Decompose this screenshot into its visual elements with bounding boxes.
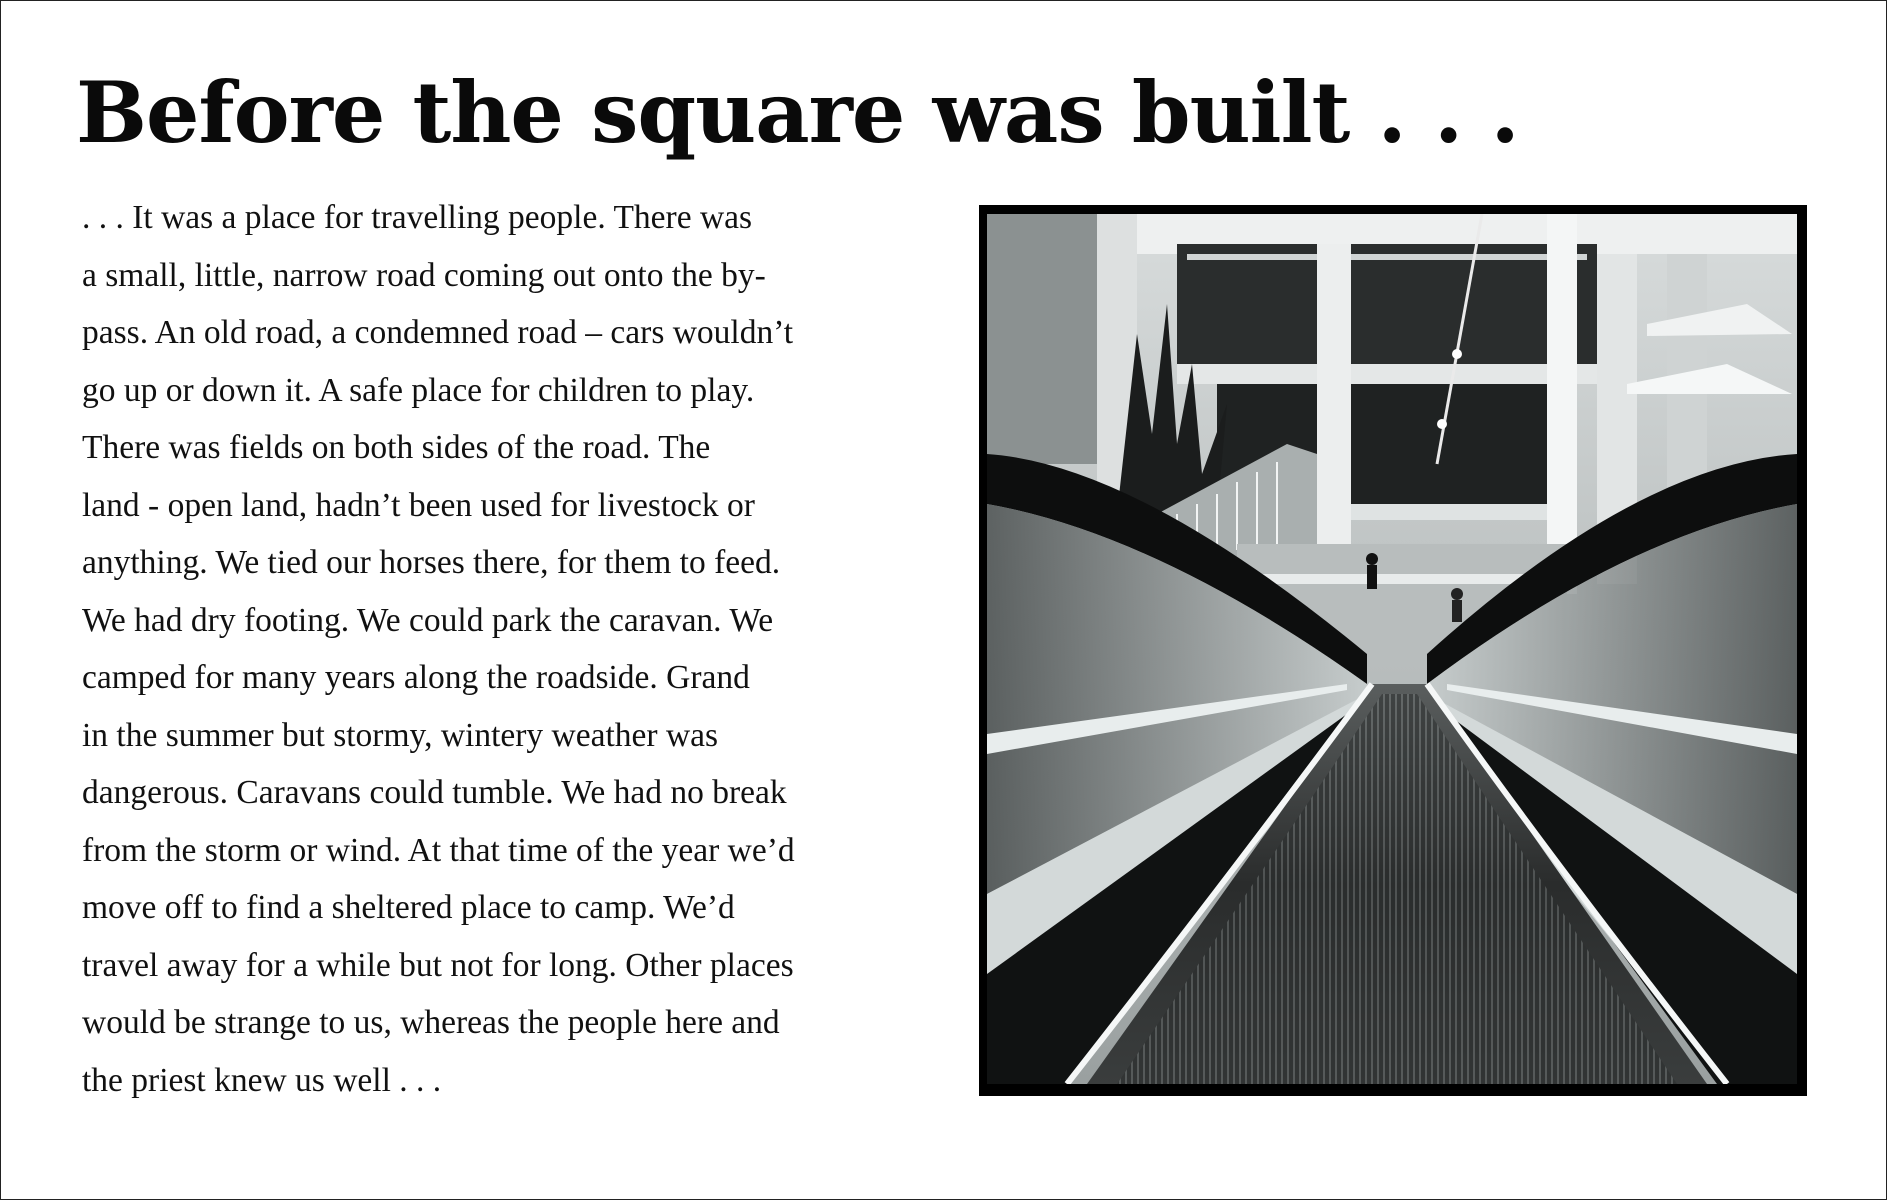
story-line: from the storm or wind. At that time of the year we’d xyxy=(82,831,795,869)
story-line: in the summer but stormy, wintery weather was xyxy=(82,716,719,754)
story-line: . . . It was a place for travelling people. There was xyxy=(82,199,753,236)
story-line: land - open land, hadn’t been used for livestock or xyxy=(82,486,755,524)
story-line: the priest knew us well . . . xyxy=(82,1061,442,1099)
story-text xyxy=(82,196,922,1116)
story-line: would be strange to us, whereas the people here and xyxy=(82,1004,780,1041)
escalator-illustration xyxy=(987,214,1797,1084)
story-line: travel away for a while but not for long. Other places xyxy=(82,946,794,984)
story-line: dangerous. Caravans could tumble. We had no break xyxy=(82,774,787,811)
story-line: a small, little, narrow road coming out onto the by- xyxy=(82,256,766,294)
story-line: camped for many years along the roadside. Grand xyxy=(82,659,750,696)
story-line: go up or down it. A safe place for children to play. xyxy=(82,371,755,409)
story-line: pass. An old road, a condemned road – cars wouldn’t xyxy=(82,314,794,351)
story-line: anything. We tied our horses there, for them to feed. xyxy=(82,544,781,581)
story-line: We had dry footing. We could park the caravan. We xyxy=(82,601,774,639)
page-title: Before the square was built . . . xyxy=(76,63,1519,162)
story-line: There was fields on both sides of the road. The xyxy=(82,429,711,466)
photo-frame xyxy=(979,205,1807,1096)
escalator-photo xyxy=(987,214,1797,1084)
story-line: move off to find a sheltered place to camp. We’d xyxy=(82,889,735,926)
